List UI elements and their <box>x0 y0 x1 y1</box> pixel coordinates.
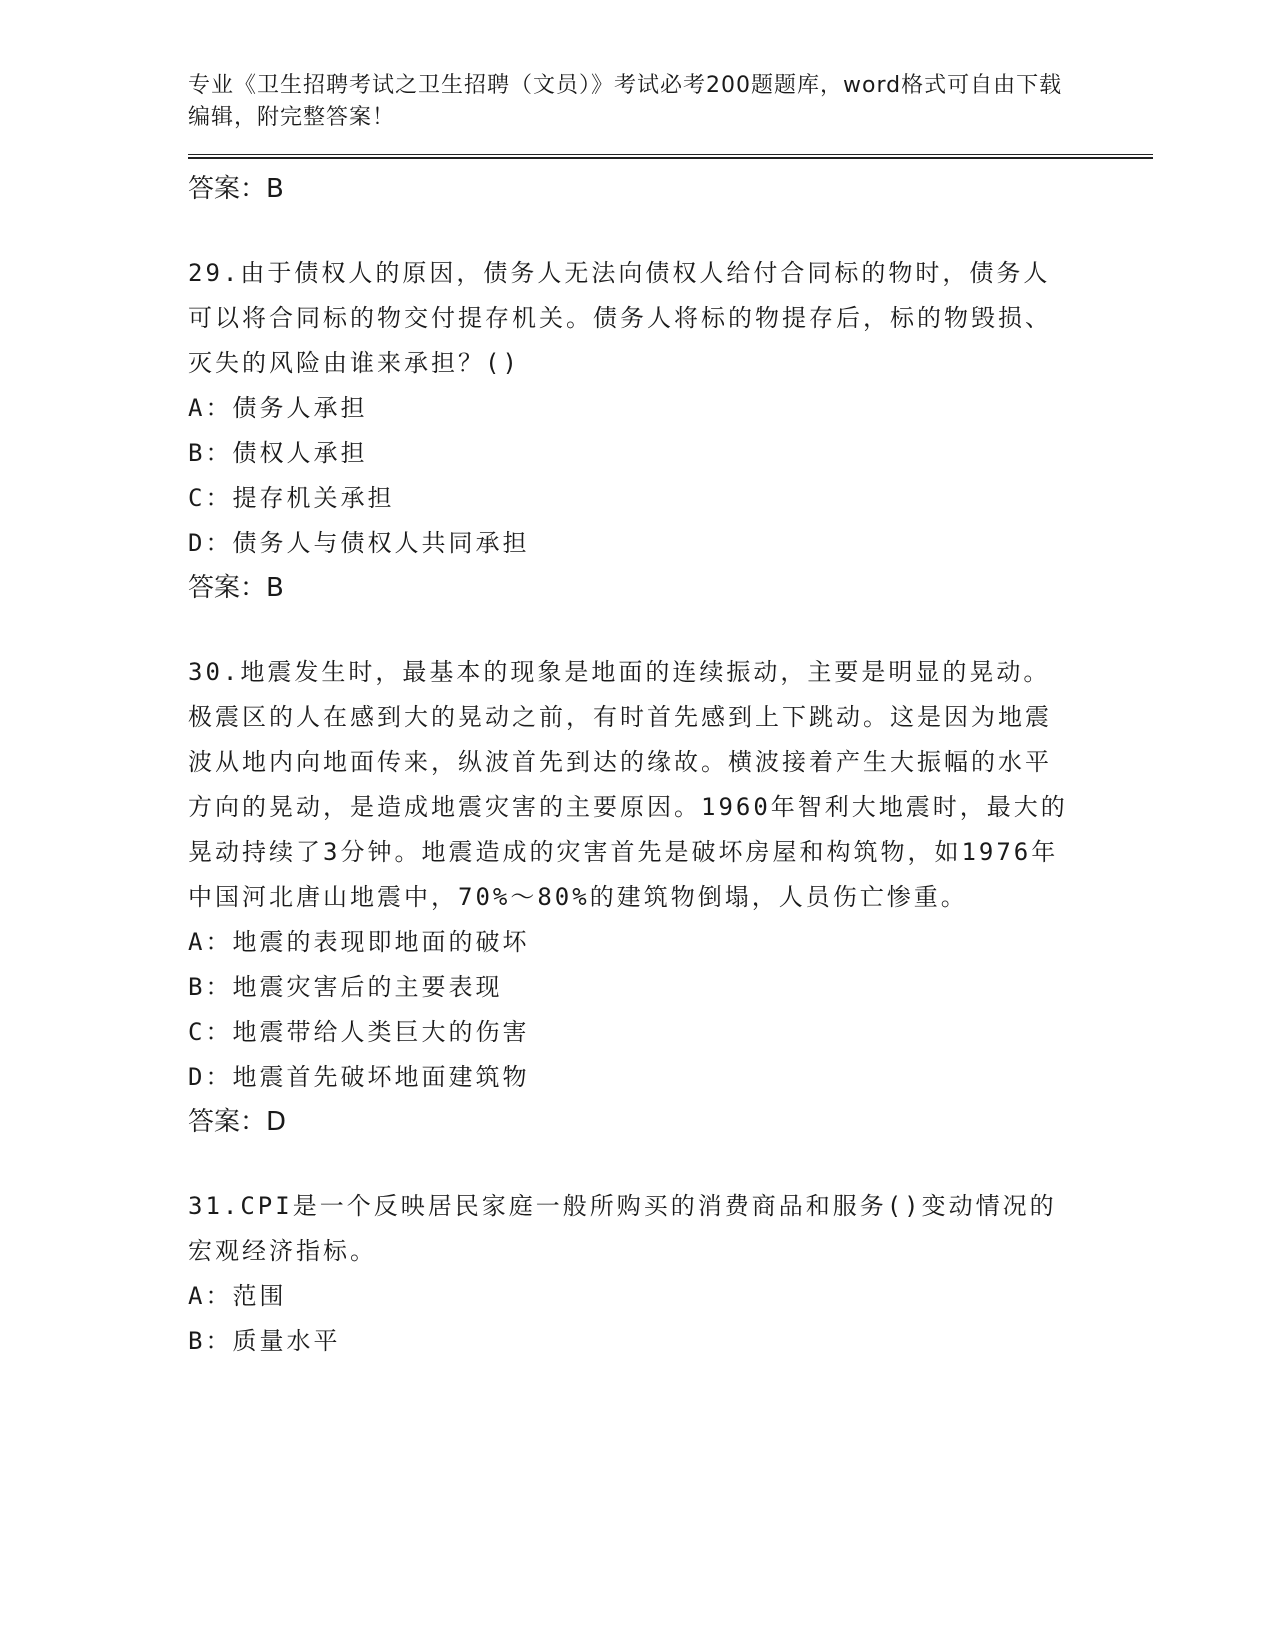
answer-line <box>188 1100 1148 1144</box>
question-31 <box>188 1184 1148 1364</box>
question-text: 30.地震发生时，最基本的现象是地面的连续振动，主要是明显的晃动。极震区的人在感到大的晃动之前，有时首先感到上下跳动。这是因为地震波从地内向地面传来，纵波首先到达的缘故。横波接着产生大振幅的水平方向的晃动，是造成地震灾害的主要原因。1960年智利大地震时，最大的晃动持续了3分钟。地震造成的灾害首先是破坏房屋和构筑物，如1976年中国河北唐山地震中，70%～80%的建筑物倒塌，人员伤亡惨重。 <box>188 658 1068 911</box>
answer-label: 答案： <box>188 1107 267 1137</box>
option-a: A：范围 <box>188 1282 287 1310</box>
option-d: D：债务人与债权人共同承担 <box>188 529 530 557</box>
answer-value: B <box>266 573 284 603</box>
document-page <box>188 70 1148 1364</box>
header-divider <box>188 154 1153 159</box>
option-d: D：地震首先破坏地面建筑物 <box>188 1063 530 1091</box>
answer-label: 答案： <box>188 174 267 204</box>
option-b: B：质量水平 <box>188 1327 341 1355</box>
answer-value: D <box>266 1107 287 1137</box>
option-c: C：地震带给人类巨大的伤害 <box>188 1018 530 1046</box>
answer-label: 答案： <box>188 573 267 603</box>
answer-line <box>188 167 1148 211</box>
option-b: B：债权人承担 <box>188 439 368 467</box>
document-header: 专业《卫生招聘考试之卫生招聘（文员）》考试必考200题题库，word格式可自由下载编辑，附完整答案！ <box>188 73 1063 130</box>
answer-line <box>188 566 1148 610</box>
option-b: B：地震灾害后的主要表现 <box>188 973 503 1001</box>
question-30 <box>188 650 1148 1144</box>
answer-value: B <box>266 174 284 204</box>
question-29 <box>188 251 1148 610</box>
option-a: A：债务人承担 <box>188 394 368 422</box>
option-c: C：提存机关承担 <box>188 484 395 512</box>
question-text: 29.由于债权人的原因，债务人无法向债权人给付合同标的物时，债务人可以将合同标的物交付提存机关。债务人将标的物提存后，标的物毁损、灭失的风险由谁来承担？() <box>188 259 1052 377</box>
option-a: A：地震的表现即地面的破坏 <box>188 928 530 956</box>
question-text: 31.CPI是一个反映居民家庭一般所购买的消费商品和服务()变动情况的宏观经济指标。 <box>188 1192 1057 1265</box>
